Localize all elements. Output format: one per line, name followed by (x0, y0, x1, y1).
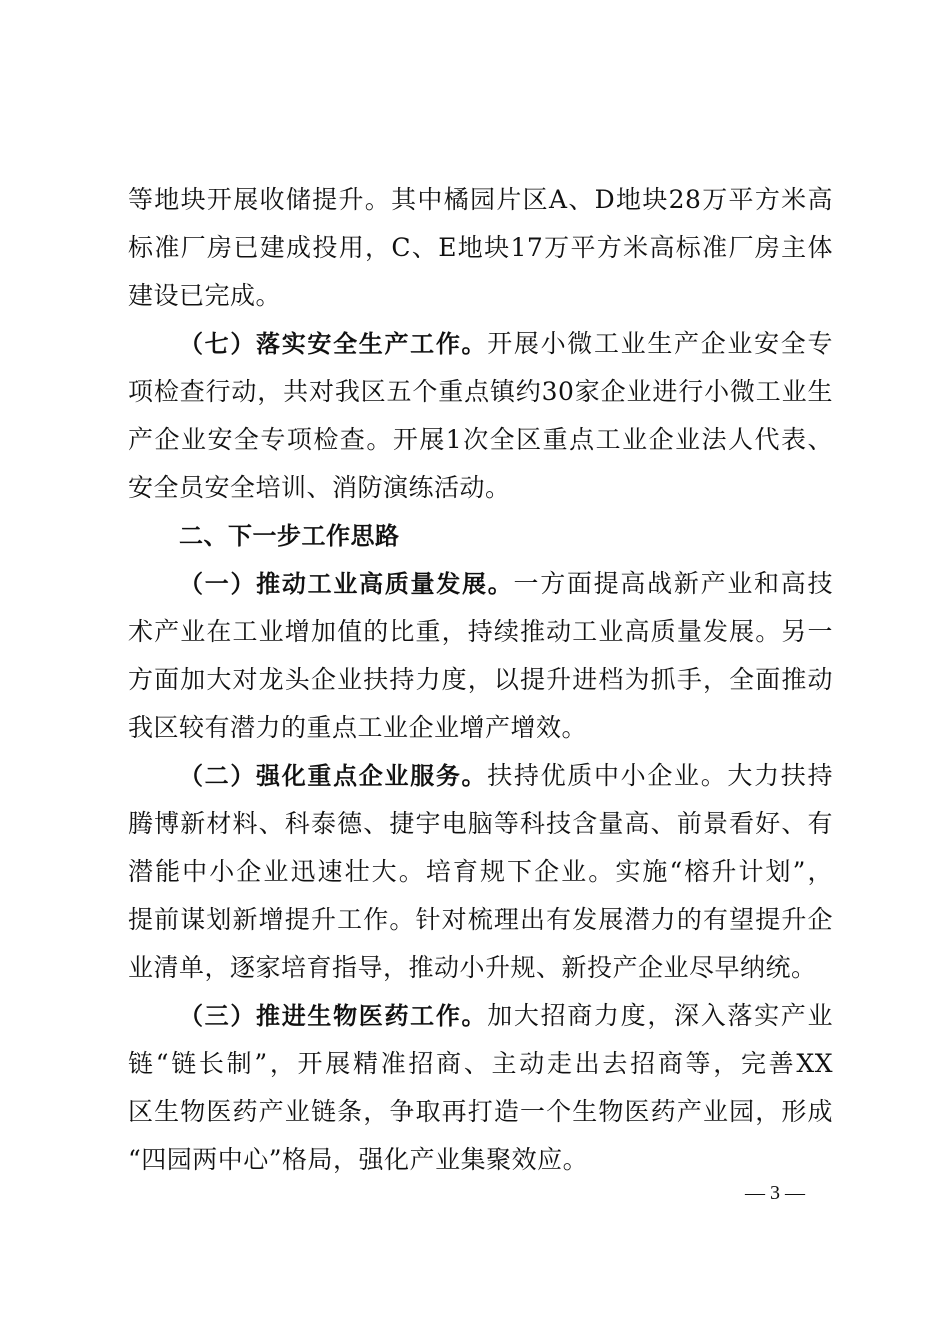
text-line: （七）落实安全生产工作。开展小微工业生产企业安全专 (179, 329, 833, 358)
text-line: 方面加大对龙头企业扶持力度，以提升进档为抓手，全面推动 (128, 665, 833, 694)
paragraph-lead: （一）推动工业高质量发展。 (179, 570, 514, 598)
text-line: “四园两中心”格局，强化产业集聚效应。 (128, 1145, 589, 1174)
text-line: 安全员安全培训、消防演练活动。 (128, 473, 511, 502)
text-line: 腾博新材料、科泰德、捷宇电脑等科技含量高、前景看好、有 (128, 809, 833, 838)
text-line: （三）推进生物医药工作。加大招商力度，深入落实产业 (179, 1001, 833, 1030)
text-line: （二）强化重点企业服务。扶持优质中小企业。大力扶持 (179, 761, 833, 790)
page-number: — 3 — (745, 1182, 805, 1204)
section-heading: 二、下一步工作思路 (179, 522, 400, 550)
text-line: （一）推动工业高质量发展。一方面提高战新产业和高技 (179, 569, 833, 598)
text-line: 等地块开展收储提升。其中橘园片区A、D地块28万平方米高 (128, 185, 833, 214)
document-body (128, 176, 833, 1184)
text-line: 潜能中小企业迅速壮大。培育规下企业。实施“榕升计划”， (128, 857, 833, 886)
paragraph-industrial-development (128, 560, 833, 752)
paragraph-storage-upgrade (128, 176, 833, 320)
paragraph-lead: （三）推进生物医药工作。 (179, 1002, 488, 1030)
paragraph-biomedicine (128, 992, 833, 1184)
text-line: 建设已完成。 (128, 281, 282, 310)
text-line: 链“链长制”，开展精准招商、主动走出去招商等，完善XX (128, 1049, 833, 1078)
text-line: 产企业安全专项检查。开展1次全区重点工业企业法人代表、 (128, 425, 833, 454)
text-line: 术产业在工业增加值的比重，持续推动工业高质量发展。另一 (128, 617, 833, 646)
paragraph-enterprise-service (128, 752, 833, 992)
paragraph-safety-production (128, 320, 833, 512)
text-line: 标准厂房已建成投用，C、E地块17万平方米高标准厂房主体 (128, 233, 833, 262)
text-line: 我区较有潜力的重点工业企业增产增效。 (128, 713, 588, 742)
text-line: 区生物医药产业链条，争取再打造一个生物医药产业园，形成 (128, 1097, 833, 1126)
text-line: 业清单，逐家培育指导，推动小升规、新投产企业尽早纳统。 (128, 953, 817, 982)
text-line: 提前谋划新增提升工作。针对梳理出有发展潜力的有望提升企 (128, 905, 833, 934)
paragraph-lead: （二）强化重点企业服务。 (179, 762, 488, 790)
text-line: 项检查行动，共对我区五个重点镇约30家企业进行小微工业生 (128, 377, 833, 406)
paragraph-lead: （七）落实安全生产工作。 (179, 330, 488, 358)
